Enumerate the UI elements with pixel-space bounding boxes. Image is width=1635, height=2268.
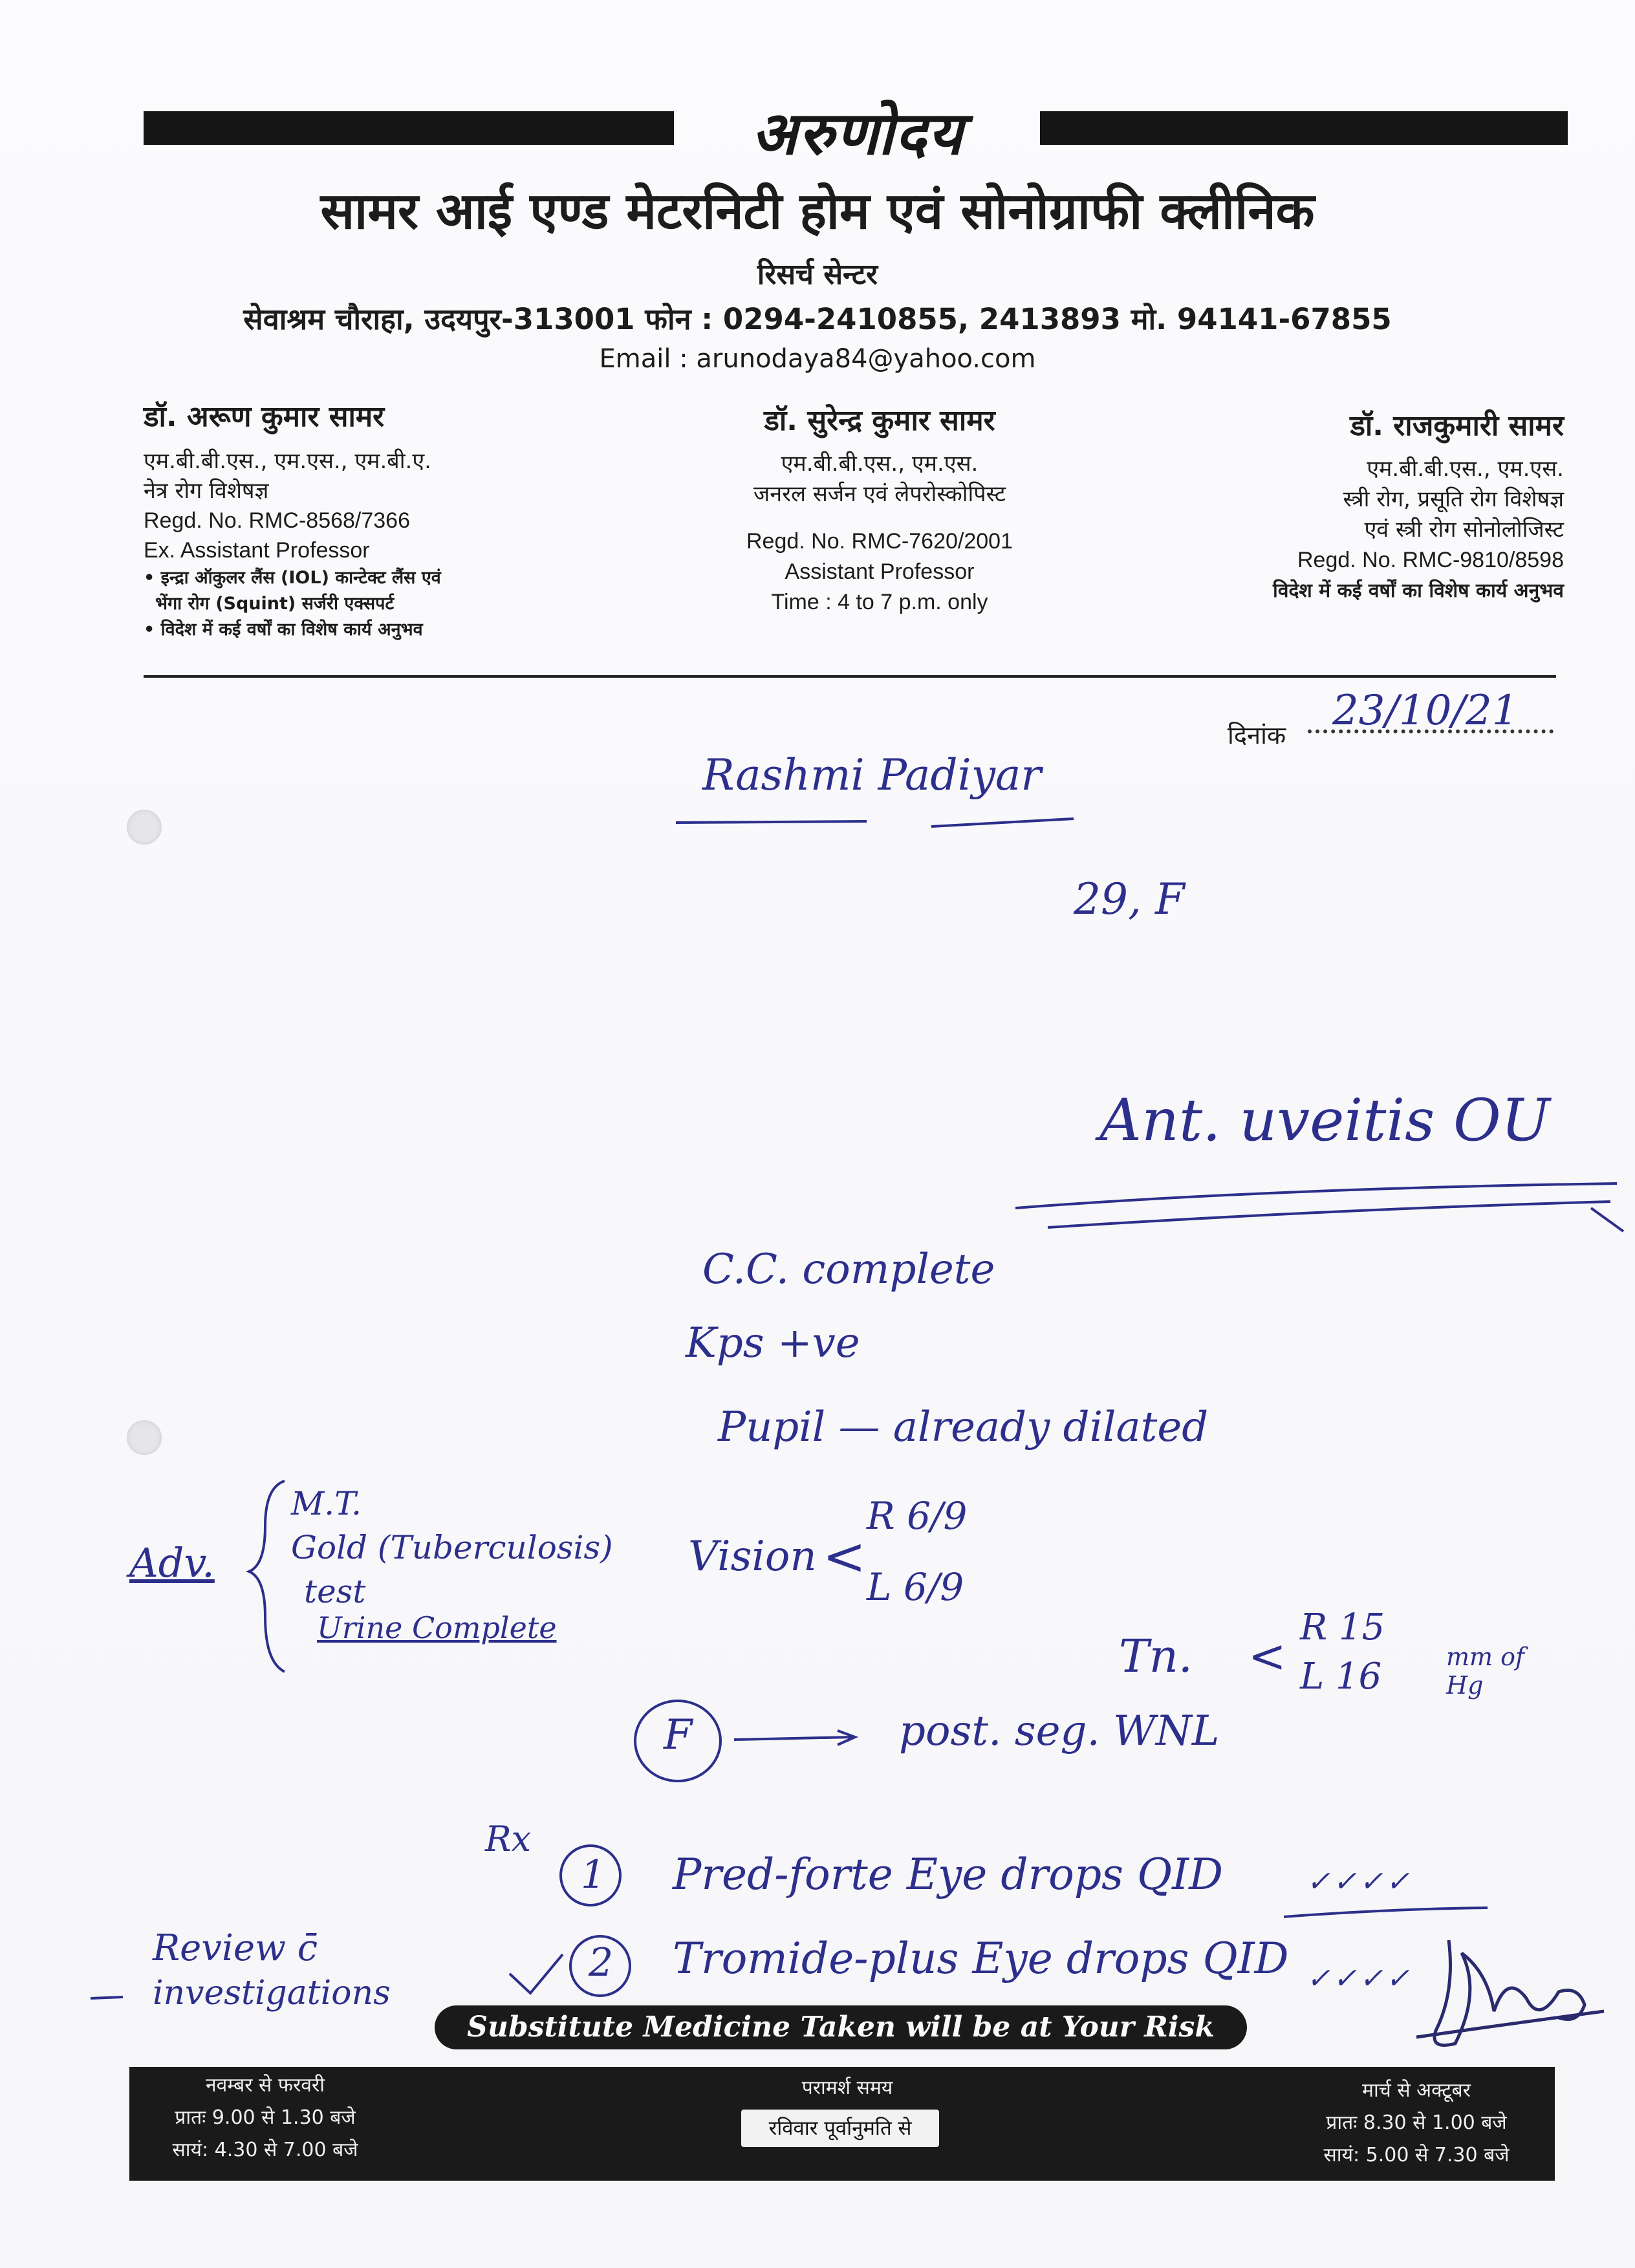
footer-evening: सायं: 5.00 से 7.30 बजे	[1323, 2144, 1510, 2166]
vision-label: Vision	[688, 1533, 817, 1581]
doctor-note: • इन्द्रा ऑकुलर लैंस (IOL) कान्टेक्ट लैंस एवं	[144, 568, 441, 588]
date-value: 23/10/21	[1332, 687, 1519, 735]
brand-title: अरुणोदय	[752, 99, 964, 168]
review-note: Review c̄	[153, 1927, 318, 1969]
vision-right: R 6/9	[867, 1494, 968, 1538]
rx-item-2: Tromide-plus Eye drops QID	[673, 1934, 1289, 1983]
fundus-label: F	[664, 1711, 693, 1759]
diagnosis-underline	[1009, 1169, 1630, 1240]
clinic-name: सामर आई एण्ड मेटरनिटी होम एवं सोनोग्राफी क्लीनिक	[320, 182, 1315, 241]
footer-summer-hours	[1294, 2075, 1539, 2172]
doctor-regd: Regd. No. RMC-8568/7366	[144, 508, 411, 533]
rx-check-circle	[504, 1928, 647, 2006]
diagnosis: Ant. uveitis OU	[1099, 1086, 1550, 1154]
fundus-note: post. seg. WNL	[899, 1707, 1220, 1755]
finding-pupil: Pupil — already dilated	[718, 1403, 1209, 1451]
doctor-block-3	[1164, 405, 1564, 606]
advice-label: Adv.	[129, 1539, 215, 1586]
patient-underline	[673, 807, 1087, 833]
doctor-specialty: स्त्री रोग, प्रसूति रोग विशेषज्ञ	[1343, 486, 1564, 512]
doctor-regd: Regd. No. RMC-9810/8598	[1297, 548, 1564, 572]
doctor-experience: विदेश में कई वर्षों का विशेष कार्य अनुभव	[1273, 579, 1564, 602]
advice-item: Urine Complete	[317, 1610, 557, 1645]
footer-morning: प्रातः 8.30 से 1.00 बजे	[1326, 2111, 1507, 2134]
substitute-warning: Substitute Medicine Taken will be at Your Risk	[435, 2005, 1247, 2049]
doctor-specialty: जनरल सर्जन एवं लेपरोस्कोपिस्ट	[753, 481, 1006, 507]
header-band-right	[1040, 111, 1568, 145]
footer-evening: सायं: 4.30 से 7.00 बजे	[172, 2139, 358, 2161]
advice-item: Gold (Tuberculosis)	[291, 1529, 613, 1566]
doctor-degree: एम.बी.बी.एस., एम.एस.	[781, 451, 979, 477]
header-divider	[144, 675, 1556, 678]
tn-bracket: <	[1248, 1630, 1286, 1683]
doctor-block-2	[647, 400, 1112, 618]
doctor-note: • विदेश में कई वर्षों का विशेष कार्य अनुभव	[144, 620, 423, 640]
doctor-regd: Regd. No. RMC-7620/2001	[746, 529, 1013, 554]
advice-brace	[246, 1474, 298, 1681]
footer-consult-label: परामर्श समय	[801, 2077, 893, 2099]
advice-item: test	[304, 1573, 366, 1610]
doctor-specialty-2: एवं स्त्री रोग सोनोलोजिस्ट	[1364, 517, 1564, 543]
rx-number: 2	[589, 1940, 614, 1985]
doctor-specialty: नेत्र रोग विशेषज्ञ	[144, 478, 269, 504]
tn-label: Tn.	[1119, 1630, 1193, 1683]
doctor-block-1	[144, 396, 545, 643]
footer-sunday-box: रविवार पूर्वानुमति से	[741, 2110, 939, 2147]
footer-season: मार्च से अक्टूबर	[1362, 2079, 1471, 2102]
patient-age-sex: 29, F	[1074, 874, 1185, 924]
doctor-time: Time : 4 to 7 p.m. only	[771, 590, 988, 614]
doctor-name: डॉ. राजकुमारी सामर	[1350, 409, 1564, 442]
punch-hole	[127, 810, 162, 845]
doctor-degree: एम.बी.बी.एस., एम.एस.	[1367, 456, 1564, 482]
vision-bracket: <	[823, 1526, 867, 1586]
footer-winter-hours	[142, 2069, 388, 2166]
footer-season: नवम्बर से फरवरी	[206, 2074, 325, 2097]
rx-item-2-marks: ✓✓✓✓	[1306, 1962, 1413, 1995]
review-note: investigations	[153, 1974, 391, 2013]
doctor-note: भेंगा रोग (Squint) सर्जरी एक्सपर्ट	[155, 594, 395, 614]
clinic-email: Email : arunodaya84@yahoo.com	[599, 344, 1036, 374]
rx-number: 1	[581, 1852, 606, 1897]
tn-right: R 15	[1300, 1606, 1385, 1648]
doctor-signature	[1410, 1914, 1617, 2063]
tn-left: L 16	[1300, 1656, 1382, 1698]
rx-item-1-marks: ✓✓✓✓	[1306, 1865, 1413, 1898]
punch-hole	[127, 1420, 162, 1455]
research-center: रिसर्च सेन्टर	[757, 258, 878, 291]
doctor-name: डॉ. अरूण कुमार सामर	[144, 400, 385, 433]
doctor-name: डॉ. सुरेन्द्र कुमार सामर	[764, 404, 995, 437]
doctor-degree: एम.बी.बी.एस., एम.एस., एम.बी.ए.	[144, 448, 431, 474]
finding-kps: Kps +ve	[686, 1319, 860, 1367]
doctor-title: Ex. Assistant Professor	[144, 538, 370, 563]
clinic-address: सेवाश्रम चौराहा, उदयपुर-313001 फोन : 0294-2410855, 2413893 मो. 94141-67855	[243, 302, 1392, 336]
patient-name: Rashmi Padiyar	[702, 750, 1041, 800]
rx-item-1: Pred-forte Eye drops QID	[673, 1850, 1224, 1899]
doctor-title: Assistant Professor	[785, 559, 975, 584]
review-dash	[84, 1992, 136, 2005]
advice-item: M.T.	[291, 1485, 362, 1522]
vision-left: L 6/9	[867, 1565, 964, 1609]
footer-morning: प्रातः 9.00 से 1.30 बजे	[175, 2106, 356, 2129]
date-label: दिनांक	[1228, 721, 1286, 750]
fundus-arrow	[731, 1729, 860, 1749]
rx-symbol: Rx	[485, 1819, 532, 1859]
finding-cc: C.C. complete	[702, 1246, 995, 1293]
tn-unit: mm of Hg	[1446, 1643, 1525, 1700]
header-band-left	[144, 111, 674, 145]
